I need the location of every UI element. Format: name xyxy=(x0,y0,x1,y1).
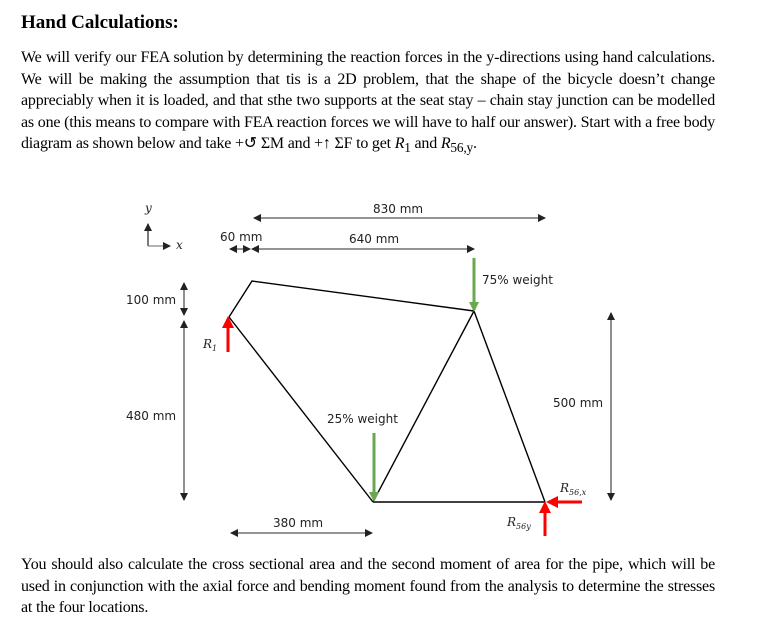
axis-y-label: y xyxy=(145,201,152,215)
intro-text: We will verify our FEA solution by determining the reaction forces in the y-directions using hand calculations. We will be making the assumption that tis is a 2D problem, that the shape of the bicycle doesn’t change appreciably when it is loaded, and that sthe two supports at the seat stay – chain stay junction can be modelled as one (this means to compare with FEA reaction forces we will have to half our answer). Start with a free body diagram as shown below and take +↺ ΣM and +↑ ΣF to get xyxy=(21,49,715,153)
r56y-label: $R_{56y}$ xyxy=(507,515,531,531)
section-heading: Hand Calculations: xyxy=(21,12,179,33)
dim-500-label: 500 mm xyxy=(553,396,604,410)
dim-640-label: 640 mm xyxy=(349,232,400,246)
r1-subscript: 1 xyxy=(404,140,411,156)
r56-subscript: 56,y xyxy=(450,140,473,156)
free-body-diagram xyxy=(0,190,762,545)
r1-symbol: R xyxy=(394,135,405,153)
r56-symbol: R xyxy=(440,135,451,153)
dim-100-label: 100 mm xyxy=(126,293,177,307)
closing-paragraph: You should also calculate the cross sectional area and the second moment of area for the pipe, which will be used in conjunction with the axial force and bending moment found from the analysis to determine the stresses at the four locations. xyxy=(21,556,715,617)
period: . xyxy=(472,135,477,153)
r1-label: $R_1$ xyxy=(203,337,218,353)
axis-indicator xyxy=(144,201,183,252)
load-75-label: 75% weight xyxy=(482,273,553,287)
dim-480-label: 480 mm xyxy=(126,409,177,423)
dim-60-label: 60 mm xyxy=(220,230,263,244)
bicycle-frame xyxy=(229,281,545,502)
dim-830-label: 830 mm xyxy=(373,202,424,216)
r56x-label: $R_{56,x}$ xyxy=(560,481,587,497)
intro-paragraph xyxy=(21,47,715,159)
axis-x-label: x xyxy=(176,238,183,252)
and-text: and xyxy=(410,135,441,153)
dim-380-label: 380 mm xyxy=(273,516,324,530)
dimension-lines xyxy=(184,218,611,533)
load-25-label: 25% weight xyxy=(327,412,398,426)
